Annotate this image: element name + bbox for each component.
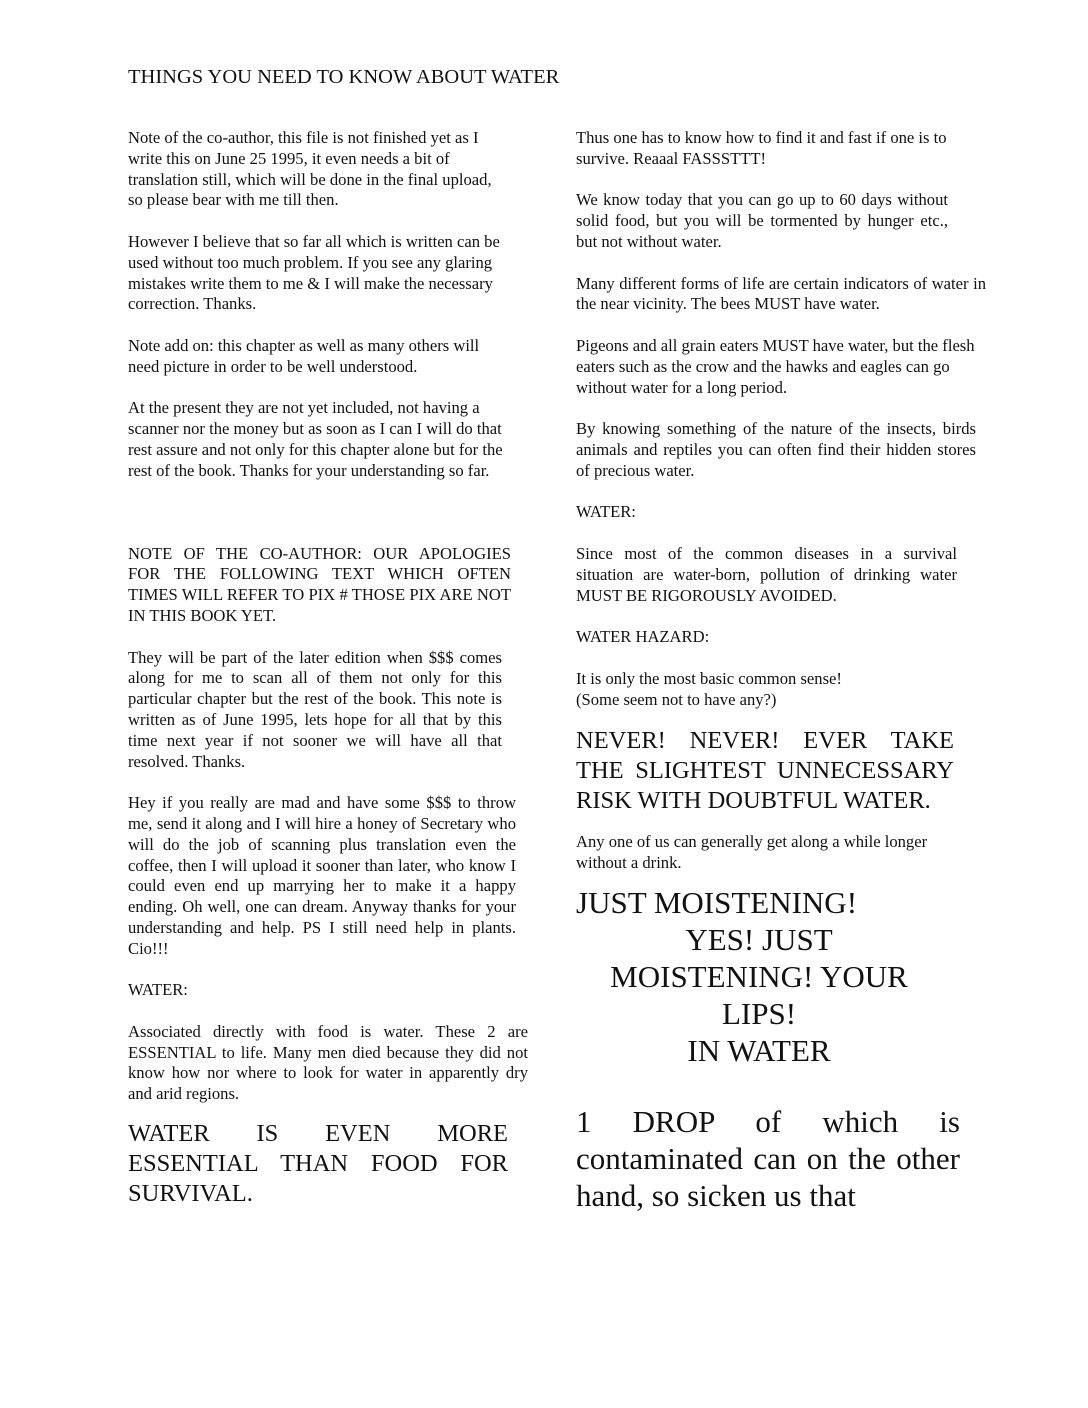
paragraph-thus: Thus one has to know how to find it and fast if one is to survive. Reaaal FASSSTTT!: [576, 128, 947, 168]
emphasis-essential: WATER IS EVEN MORE ESSENTIAL THAN FOOD FOR SURVIVAL.: [128, 1120, 508, 1208]
heading-water-right: WATER:: [576, 502, 636, 522]
page-title: THINGS YOU NEED TO KNOW ABOUT WATER: [128, 66, 560, 88]
emphasis-just-moistening: JUST MOISTENING!: [576, 884, 858, 920]
paragraph-diseases: Since most of the common diseases in a survival situation are water-born, pollution of drinking water MUST BE RIGOROUSLY AVOIDED.: [576, 543, 957, 605]
paragraph-note-add-on: Note add on: this chapter as well as many others will need picture in order to be well understood.: [128, 335, 480, 376]
paragraph-later-edition: They will be part of the later edition when $$$ comes along for me to scan all of them not only for this particular chapter but the rest of the book. This note is written as of June 1995, lets hope for all that by this time next year if not sooner we will have all that resolved. Thanks.: [128, 647, 502, 771]
paragraph-some-seem: (Some seem not to have any?): [576, 689, 777, 709]
paragraph-apologies: NOTE OF THE CO-AUTHOR: OUR APOLOGIES FOR THE FOLLOWING TEXT WHICH OFTEN TIMES WILL REFER TO PIX # THOSE PIX ARE NOT IN THIS BOOK YET.: [128, 543, 511, 625]
paragraph-60-days: We know today that you can go up to 60 days without solid food, but you will be tormented by hunger etc., but not without water.: [576, 190, 948, 251]
paragraph-common-sense: It is only the most basic common sense!: [576, 668, 842, 688]
paragraph-any-one: Any one of us can generally get along a while longer without a drink.: [576, 832, 928, 873]
emphasis-in-water: IN WATER: [687, 1032, 831, 1068]
paragraph-coauthor-note: Note of the co-author, this file is not finished yet as I write this on June 25 1995, it even needs a bit of translation still, which will be done in the final upload, so please bear with me till then.: [128, 128, 492, 210]
paragraph-at-present: At the present they are not yet included, not having a scanner nor the money but as soon as I can I will do that rest assure and not only for this chapter alone but for the rest of the book. Thanks for your understanding so far.: [128, 398, 503, 480]
right-column: [576, 128, 986, 1214]
emphasis-never: NEVER! NEVER! EVER TAKE THE SLIGHTEST UNNECESSARY RISK WITH DOUBTFUL WATER.: [576, 727, 954, 815]
paragraph-indicators: Many different forms of life are certain indicators of water in the near vicinity. The bees MUST have water.: [576, 273, 986, 314]
heading-water-left: WATER:: [128, 980, 188, 1000]
emphasis-yes-just-moistening: YES! JUST MOISTENING! YOUR LIPS!: [610, 921, 908, 1031]
heading-water-hazard: WATER HAZARD:: [576, 627, 710, 647]
paragraph-hey: Hey if you really are mad and have some $$$ to throw me, send it along and I will hire a honey of Secretary who will do the job of scanning plus translation even the coffee, then I will upload it sooner than later, who know I could even end up marrying her to make it a happy ending. Oh well, one can dream. Anyway thanks for your understanding and help. PS I still need help in plants. Cio!!!: [128, 793, 516, 958]
emphasis-one-drop: 1 DROP of which is contaminated can on the other hand, so sicken us that: [576, 1103, 960, 1213]
paragraph-insects: By knowing something of the nature of the insects, birds animals and reptiles you can often find their hidden stores of precious water.: [576, 419, 976, 480]
paragraph-associated: Associated directly with food is water. These 2 are ESSENTIAL to life. Many men died because they did not know how nor where to look for water in apparently dry and arid regions.: [128, 1021, 528, 1104]
paragraph-however: However I believe that so far all which is written can be used without too much problem. If you see any glaring mistakes write them to me & I will make the necessary correction. Thanks.: [128, 231, 500, 314]
paragraph-pigeons: Pigeons and all grain eaters MUST have water, but the flesh eaters such as the crow and the hawks and eagles can go without water for a long period.: [576, 335, 975, 397]
left-column: [128, 128, 528, 1209]
